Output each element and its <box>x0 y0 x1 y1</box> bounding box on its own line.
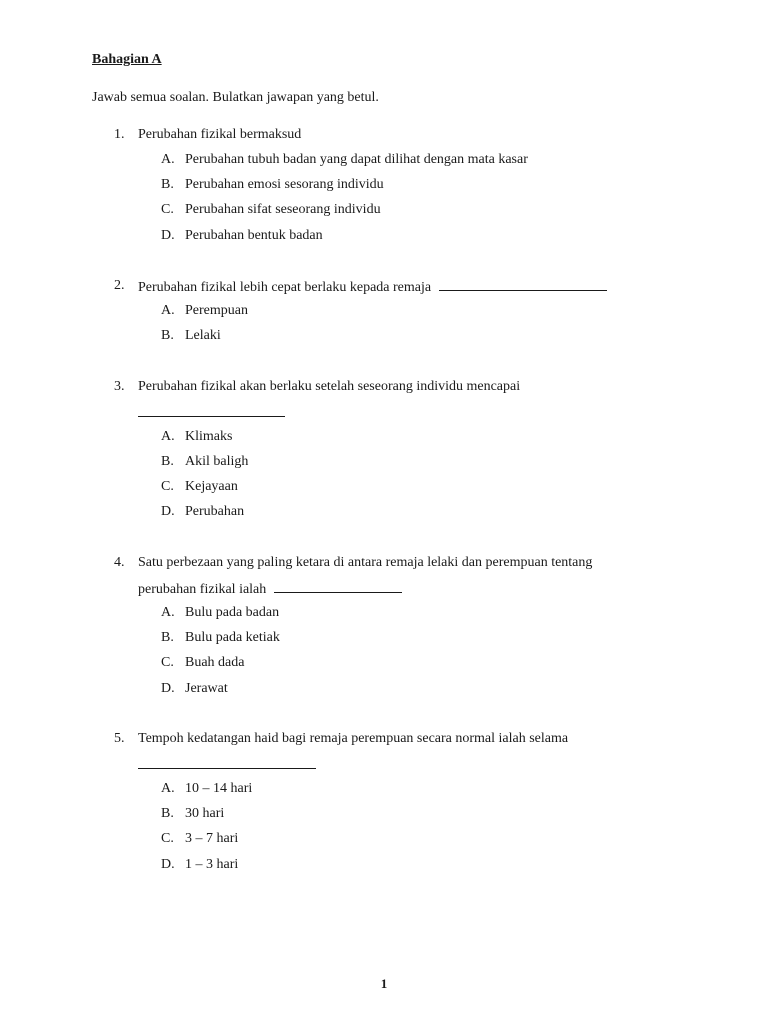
option-letter: C. <box>161 655 174 670</box>
option-letter: D. <box>161 857 175 872</box>
option-text: Perubahan sifat seseorang individu <box>185 202 381 217</box>
option-text: Lelaki <box>185 328 221 343</box>
option-letter: A. <box>161 605 175 620</box>
question-text-content: perubahan fizikal ialah <box>138 582 267 597</box>
question-number: 2. <box>114 278 125 293</box>
option-letter: A. <box>161 152 175 167</box>
option-letter: B. <box>161 630 174 645</box>
option-text: Jerawat <box>185 681 228 696</box>
answer-blank-line <box>138 755 316 775</box>
question-text <box>138 277 607 297</box>
question-number: 4. <box>114 555 125 570</box>
question-text: Satu perbezaan yang paling ketara di antara remaja lelaki dan perempuan tentang <box>138 555 593 570</box>
answer-blank <box>138 755 316 769</box>
option-text: Perubahan bentuk badan <box>185 228 323 243</box>
option-text: Perempuan <box>185 303 248 318</box>
option-text: Buah dada <box>185 655 245 670</box>
section-heading: Bahagian A <box>92 52 162 67</box>
question-number: 5. <box>114 731 125 746</box>
option-letter: B. <box>161 177 174 192</box>
option-letter: A. <box>161 429 175 444</box>
option-letter: C. <box>161 479 174 494</box>
question-number: 3. <box>114 379 125 394</box>
option-letter: A. <box>161 781 175 796</box>
option-text: Perubahan emosi sesorang individu <box>185 177 384 192</box>
option-letter: C. <box>161 831 174 846</box>
question-text-content: Perubahan fizikal lebih cepat berlaku kepada remaja <box>138 280 432 295</box>
option-letter: B. <box>161 328 174 343</box>
question-number: 1. <box>114 127 125 142</box>
option-text: Bulu pada ketiak <box>185 630 280 645</box>
option-text: Bulu pada badan <box>185 605 280 620</box>
answer-blank-line <box>138 403 285 423</box>
answer-blank <box>274 579 402 593</box>
page-number: 1 <box>380 976 388 991</box>
option-text: Perubahan tubuh badan yang dapat dilihat dengan mata kasar <box>185 152 528 167</box>
question-text: Perubahan fizikal bermaksud <box>138 127 302 142</box>
option-letter: B. <box>161 454 174 469</box>
answer-blank <box>138 403 285 417</box>
option-text: Perubahan <box>185 504 245 519</box>
option-letter: C. <box>161 202 174 217</box>
option-letter: D. <box>161 504 175 519</box>
option-letter: D. <box>161 681 175 696</box>
option-letter: D. <box>161 228 175 243</box>
question-text-continued <box>138 579 402 599</box>
question-text: Perubahan fizikal akan berlaku setelah seseorang individu mencapai <box>138 379 521 394</box>
option-text: Kejayaan <box>185 479 238 494</box>
option-text: Klimaks <box>185 429 233 444</box>
option-text: 3 – 7 hari <box>185 831 239 846</box>
option-text: Akil baligh <box>185 454 249 469</box>
option-text: 1 – 3 hari <box>185 857 239 872</box>
instruction-text: Jawab semua soalan. Bulatkan jawapan yang betul. <box>92 90 379 105</box>
option-text: 10 – 14 hari <box>185 781 253 796</box>
option-letter: A. <box>161 303 175 318</box>
question-text: Tempoh kedatangan haid bagi remaja perempuan secara normal ialah selama <box>138 731 569 746</box>
option-text: 30 hari <box>185 806 225 821</box>
answer-blank <box>439 277 607 291</box>
option-letter: B. <box>161 806 174 821</box>
